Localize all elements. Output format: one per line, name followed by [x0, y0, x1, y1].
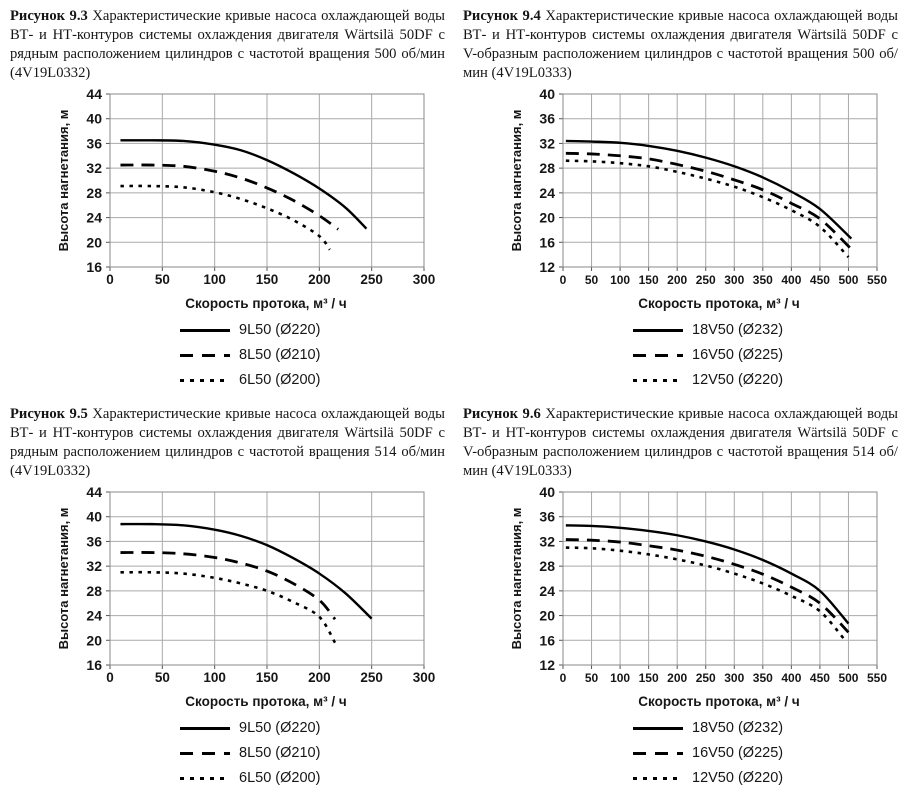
x-tick-label: 150 [255, 271, 279, 287]
y-tick-label: 16 [539, 234, 555, 251]
y-tick-label: 40 [86, 110, 102, 127]
x-tick-label: 550 [866, 670, 888, 685]
legend-label: 6L50 (Ø200) [239, 372, 321, 389]
chart-legend [180, 318, 447, 393]
legend-item [180, 741, 447, 766]
x-tick-label: 300 [412, 669, 436, 685]
legend-label: 6L50 (Ø200) [239, 770, 321, 787]
legend-dotted-line-icon [180, 379, 230, 382]
curve-8l50-210 [120, 165, 338, 229]
curve-9l50-220 [120, 140, 366, 228]
y-tick-label: 20 [539, 209, 555, 226]
y-tick-label: 20 [539, 607, 555, 624]
legend-item [633, 741, 900, 766]
pump-curves-chart [463, 86, 906, 292]
legend-dotted-line-icon [633, 379, 683, 382]
pump-curves-chart [10, 484, 453, 690]
legend-solid-line-icon [633, 727, 683, 730]
legend-item [633, 716, 900, 741]
legend-item [180, 368, 447, 393]
legend-item [633, 318, 900, 343]
legend-label: 9L50 (Ø220) [239, 720, 321, 737]
x-tick-label: 150 [638, 670, 659, 685]
curve-6l50-200 [120, 572, 335, 643]
chart-legend [633, 318, 900, 393]
chart-legend [180, 716, 447, 791]
legend-label: 18V50 (Ø232) [692, 322, 784, 339]
figure-9-6-panel [453, 398, 906, 796]
x-tick-label: 100 [203, 669, 226, 685]
pump-curves-chart [10, 86, 453, 292]
legend-label: 8L50 (Ø210) [239, 347, 321, 364]
figure-caption [463, 7, 898, 83]
x-tick-label: 200 [308, 669, 331, 685]
y-tick-label: 32 [539, 135, 555, 152]
y-tick-label: 28 [539, 558, 555, 575]
y-tick-label: 40 [86, 508, 102, 525]
legend-label: 12V50 (Ø220) [692, 770, 784, 787]
x-tick-label: 0 [106, 669, 114, 685]
legend-item [633, 766, 900, 791]
x-tick-label: 450 [809, 670, 830, 685]
x-tick-label: 200 [667, 272, 688, 287]
legend-solid-line-icon [180, 727, 230, 730]
x-tick-label: 400 [781, 670, 802, 685]
y-tick-label: 36 [539, 110, 555, 127]
x-tick-label: 400 [781, 272, 802, 287]
y-tick-label: 24 [86, 209, 102, 226]
y-axis-label: Высота нагнетания, м [509, 507, 524, 650]
y-tick-label: 28 [539, 160, 555, 177]
y-tick-label: 36 [86, 135, 102, 152]
y-tick-label: 36 [539, 508, 555, 525]
x-tick-label: 300 [724, 670, 745, 685]
x-tick-label: 350 [752, 272, 773, 287]
figure-number: Рисунок 9.6 [463, 406, 541, 422]
legend-item [180, 716, 447, 741]
x-axis-label: Скорость протока, м³ / ч [638, 295, 800, 311]
figure-number: Рисунок 9.3 [10, 8, 88, 24]
y-tick-label: 28 [86, 184, 102, 201]
x-tick-label: 0 [559, 670, 567, 685]
figure-caption [10, 405, 445, 481]
y-tick-label: 24 [539, 582, 555, 599]
x-tick-label: 250 [360, 271, 383, 287]
legend-dashed-line-icon [633, 354, 683, 357]
legend-label: 8L50 (Ø210) [239, 745, 321, 762]
x-tick-label: 50 [584, 272, 599, 287]
chart-legend [633, 716, 900, 791]
y-tick-label: 28 [86, 582, 102, 599]
figure-9-3-panel [0, 0, 453, 398]
y-axis-label: Высота нагнетания, м [56, 109, 71, 252]
legend-dotted-line-icon [180, 777, 230, 780]
x-tick-label: 500 [838, 272, 859, 287]
x-tick-label: 50 [154, 669, 170, 685]
y-axis-label: Высота нагнетания, м [56, 507, 71, 650]
legend-label: 12V50 (Ø220) [692, 372, 784, 389]
figure-number: Рисунок 9.5 [10, 406, 88, 422]
y-tick-label: 44 [86, 85, 102, 102]
legend-dotted-line-icon [633, 777, 683, 780]
caption-text: Характеристические кривые насоса охлаждающей воды ВТ- и НТ-контуров системы охлаждения двигателя Wärtsilä 50DF с V-образным расположением цилиндров с частотой вращения 500 об/мин (4V19L0333) [463, 8, 898, 81]
x-tick-label: 150 [638, 272, 659, 287]
y-tick-label: 12 [539, 656, 555, 673]
x-tick-label: 500 [838, 670, 859, 685]
x-tick-label: 300 [724, 272, 745, 287]
x-tick-label: 350 [752, 670, 773, 685]
caption-text: Характеристические кривые насоса охлаждающей воды ВТ- и НТ-контуров системы охлаждения двигателя Wärtsilä 50DF с рядным расположением цилиндров с частотой вращения 514 об/мин (4V19L0332) [10, 406, 445, 479]
y-tick-label: 20 [86, 234, 102, 251]
y-tick-label: 44 [86, 483, 102, 500]
y-tick-label: 36 [86, 533, 102, 550]
x-tick-label: 550 [866, 272, 888, 287]
y-tick-label: 40 [539, 85, 555, 102]
legend-label: 16V50 (Ø225) [692, 347, 784, 364]
x-tick-label: 0 [106, 271, 114, 287]
x-tick-label: 300 [412, 271, 436, 287]
caption-text: Характеристические кривые насоса охлаждающей воды ВТ- и НТ-контуров системы охлаждения двигателя Wärtsilä 50DF с рядным расположением цилиндров с частотой вращения 500 об/мин (4V19L0332) [10, 8, 445, 81]
y-tick-label: 40 [539, 483, 555, 500]
legend-solid-line-icon [180, 329, 230, 332]
x-axis-label: Скорость протока, м³ / ч [185, 295, 347, 311]
figure-caption [10, 7, 445, 83]
y-tick-label: 32 [539, 533, 555, 550]
x-tick-label: 250 [695, 670, 716, 685]
pump-curves-chart [463, 484, 906, 690]
legend-dashed-line-icon [180, 752, 230, 755]
y-tick-label: 32 [86, 558, 102, 575]
legend-dashed-line-icon [180, 354, 230, 357]
x-axis-label: Скорость протока, м³ / ч [185, 693, 347, 709]
y-tick-label: 24 [539, 184, 555, 201]
x-tick-label: 100 [610, 670, 631, 685]
legend-item [633, 343, 900, 368]
x-tick-label: 50 [584, 670, 599, 685]
y-tick-label: 32 [86, 160, 102, 177]
plot-border [563, 492, 877, 665]
x-tick-label: 450 [809, 272, 830, 287]
legend-dashed-line-icon [633, 752, 683, 755]
legend-item [633, 368, 900, 393]
figure-9-4-panel [453, 0, 906, 398]
x-tick-label: 150 [255, 669, 279, 685]
y-axis-label: Высота нагнетания, м [509, 109, 524, 252]
x-tick-label: 250 [360, 669, 383, 685]
figure-number: Рисунок 9.4 [463, 8, 541, 24]
x-tick-label: 50 [154, 271, 170, 287]
y-tick-label: 16 [539, 632, 555, 649]
legend-item [180, 343, 447, 368]
legend-item [180, 766, 447, 791]
x-tick-label: 100 [610, 272, 631, 287]
y-tick-label: 20 [86, 632, 102, 649]
x-axis-label: Скорость протока, м³ / ч [638, 693, 800, 709]
curve-16v50-225 [566, 539, 849, 632]
legend-solid-line-icon [633, 329, 683, 332]
x-tick-label: 0 [559, 272, 567, 287]
figure-9-5-panel [0, 398, 453, 796]
x-tick-label: 250 [695, 272, 716, 287]
caption-text: Характеристические кривые насоса охлаждающей воды ВТ- и НТ-контуров системы охлаждения двигателя Wärtsilä 50DF с V-образным расположением цилиндров с частотой вращения 514 об/мин (4V19L0333) [463, 406, 898, 479]
y-tick-label: 16 [86, 656, 102, 673]
x-tick-label: 200 [308, 271, 331, 287]
x-tick-label: 100 [203, 271, 226, 287]
legend-label: 16V50 (Ø225) [692, 745, 784, 762]
y-tick-label: 16 [86, 258, 102, 275]
y-tick-label: 12 [539, 258, 555, 275]
plot-border [563, 94, 877, 267]
figure-caption [463, 405, 898, 481]
legend-item [180, 318, 447, 343]
x-tick-label: 200 [667, 670, 688, 685]
y-tick-label: 24 [86, 607, 102, 624]
legend-label: 18V50 (Ø232) [692, 720, 784, 737]
legend-label: 9L50 (Ø220) [239, 322, 321, 339]
